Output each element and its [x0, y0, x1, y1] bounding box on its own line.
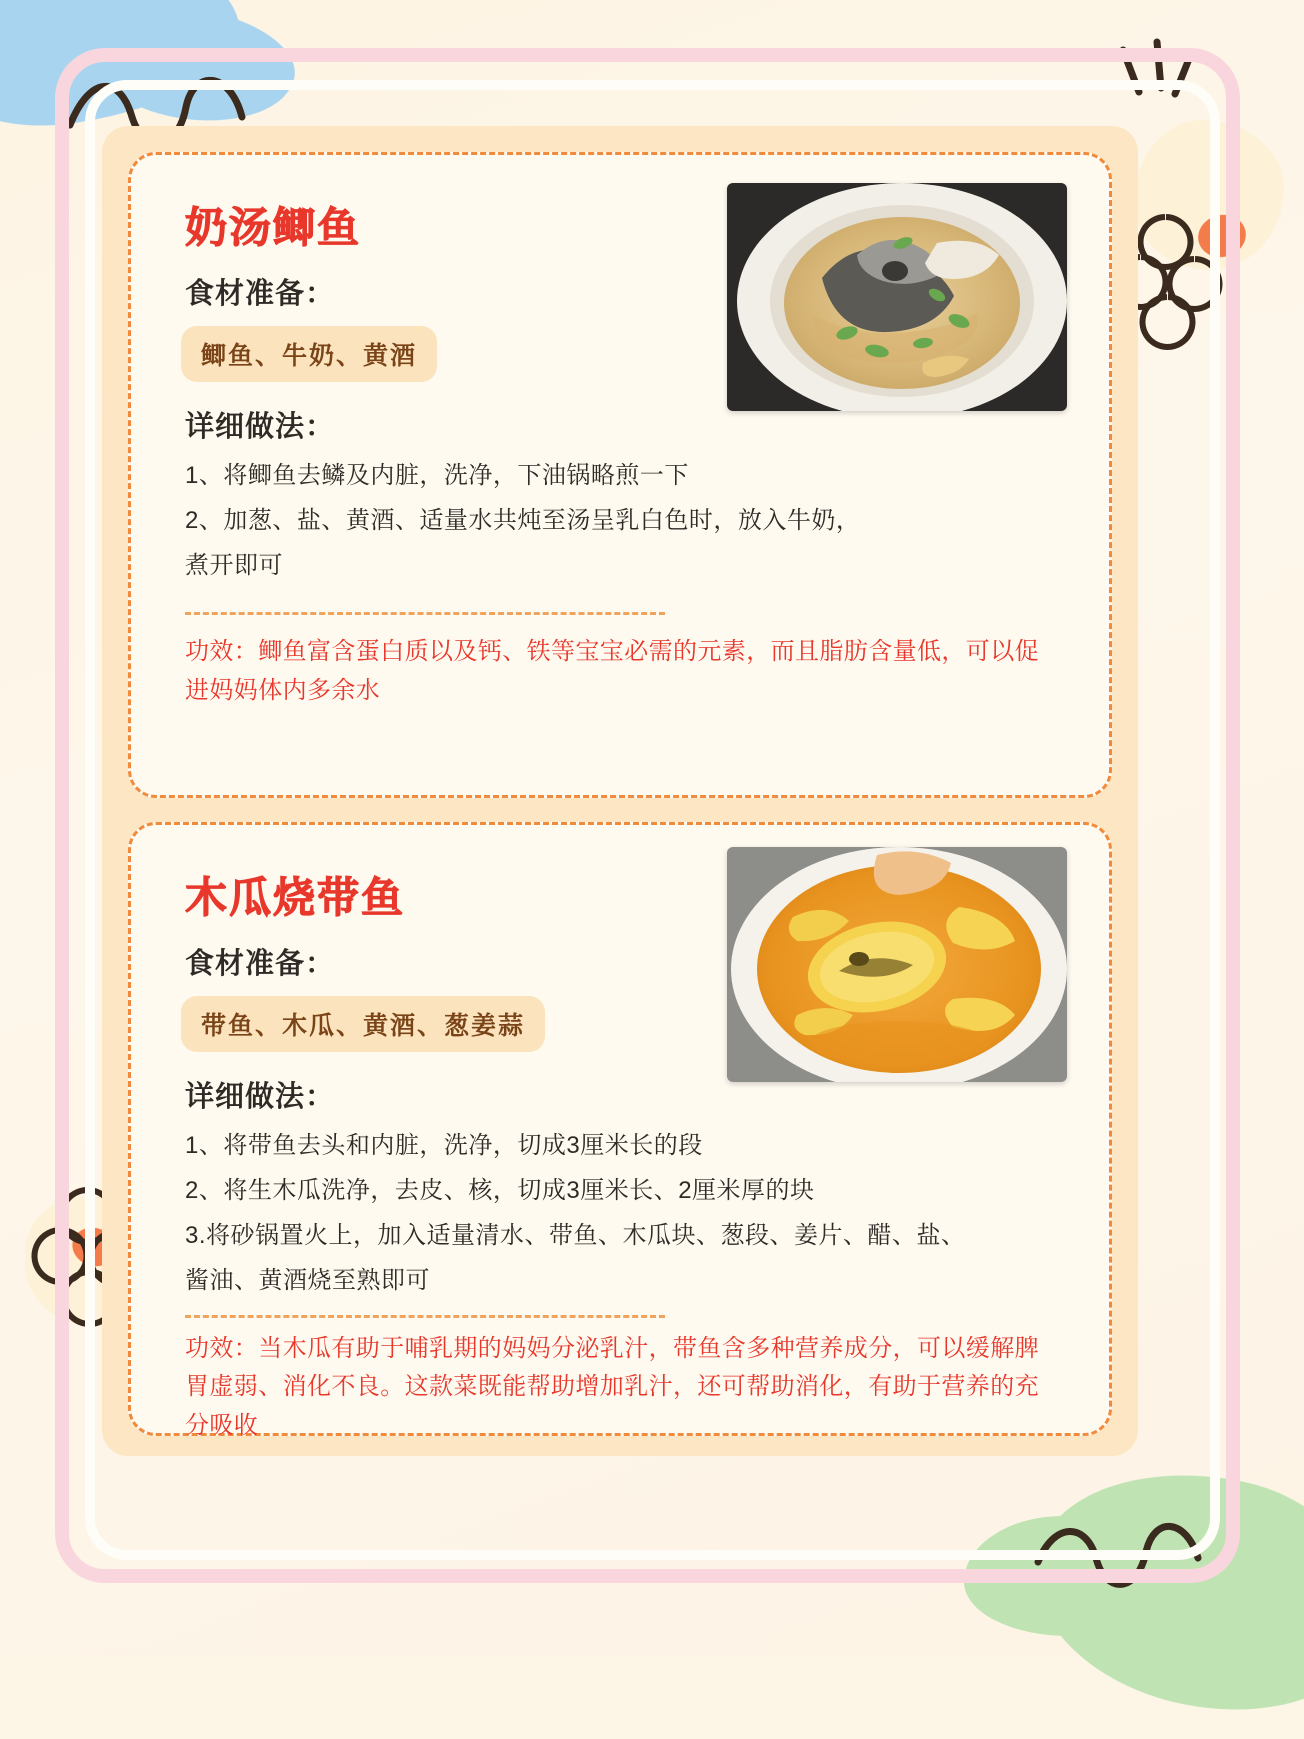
recipe-step: 3.将砂锅置火上，加入适量清水、带鱼、木瓜块、葱段、姜片、醋、盐、: [185, 1221, 966, 1249]
recipe-effect: 功效：当木瓜有助于哺乳期的妈妈分泌乳汁，带鱼含多种营养成分，可以缓解脾胃虚弱、消化不良。这款菜既能帮助增加乳汁，还可帮助消化，有助于营养的充分吸收: [185, 1334, 1039, 1440]
ingredients-label: 食材准备：: [185, 948, 336, 980]
steps-label: 详细做法：: [185, 1081, 336, 1113]
section-divider: [185, 612, 665, 615]
ingredients-chip: 带鱼、木瓜、黄酒、葱姜蒜: [181, 996, 545, 1052]
recipe-step: 煮开即可: [185, 551, 283, 579]
papaya-braised-hairtail-photo: [727, 847, 1067, 1082]
recipe-step: 1、将带鱼去头和内脏，洗净，切成3厘米长的段: [185, 1132, 703, 1159]
recipe-section-1: [128, 152, 1112, 798]
recipe-step: 酱油、黄酒烧至熟即可: [185, 1266, 430, 1294]
recipe-card-container: [102, 126, 1138, 1456]
ingredients-label: 食材准备：: [185, 278, 336, 310]
recipe-title: 奶汤鲫鱼: [185, 204, 362, 251]
recipe-step: 1、将鲫鱼去鳞及内脏，洗净，下油锅略煎一下: [185, 462, 689, 489]
milk-soup-crucian-carp-photo: [727, 183, 1067, 411]
section-divider: [185, 1315, 665, 1318]
ingredients-chip: 鲫鱼、牛奶、黄酒: [181, 326, 437, 382]
recipe-step: 2、将生木瓜洗净，去皮、核，切成3厘米长、2厘米厚的块: [185, 1176, 815, 1204]
recipe-section-2: [128, 822, 1112, 1440]
recipe-effect: 功效：鲫鱼富含蛋白质以及钙、铁等宝宝必需的元素，而且脂肪含量低，可以促进妈妈体内多余水: [185, 637, 1039, 704]
recipe-title: 木瓜烧带鱼: [185, 874, 406, 921]
steps-label: 详细做法：: [185, 411, 336, 443]
recipe-step: 2、加葱、盐、黄酒、适量水共炖至汤呈乳白色时，放入牛奶，: [185, 506, 861, 534]
